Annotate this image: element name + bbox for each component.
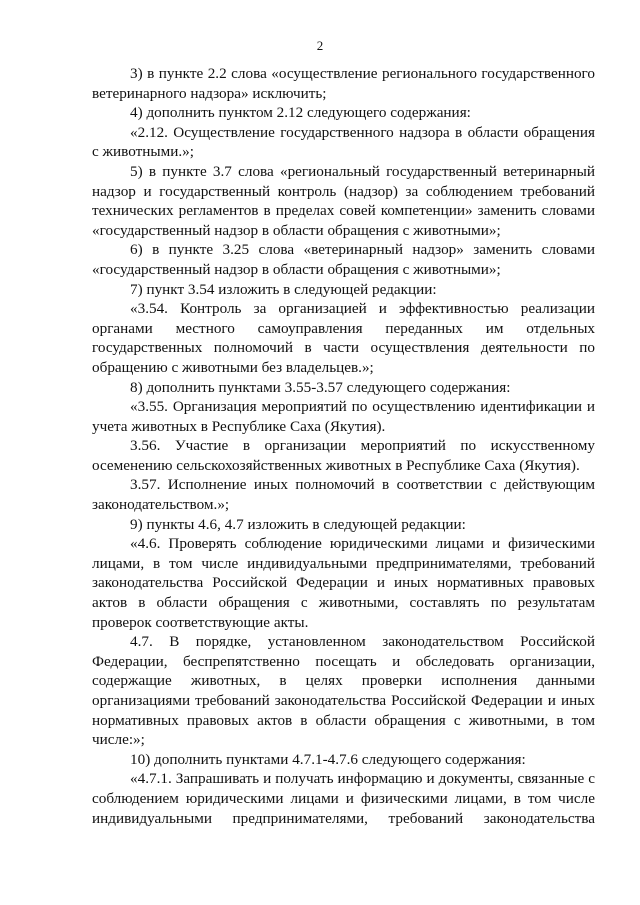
clause-3-54: «3.54. Контроль за организацией и эффективностью реализации органами местного самоуправления переданных им отдельных государственных полномочий в части осуществления деятельности по обращению с животными без владельцев.»; [92, 300, 595, 376]
amendment-item-4: 4) дополнить пунктом 2.12 следующего содержания: [130, 104, 471, 122]
clause-3-57: 3.57. Исполнение иных полномочий в соответствии с действующим законодательством.»; [92, 476, 595, 514]
amendment-item-8: 8) дополнить пунктами 3.55-3.57 следующего содержания: [130, 378, 511, 396]
clause-2-12: «2.12. Осуществление государственного надзора в области обращения с животными.»; [92, 123, 595, 161]
page-number: 2 [316, 38, 324, 53]
amendment-item-5: 5) в пункте 3.7 слова «региональный государственный ветеринарный надзор и государственный контроль (надзор) за соблюдением требований технических регламентов в пределах совей компетенции» заменить словами «государственный надзор в области обращения с животными»; [92, 162, 595, 239]
document-body [92, 64, 595, 828]
clause-4-6: «4.6. Проверять соблюдение юридическими лицами и физическими лицами, в том числе индивидуальными предпринимателями, требований законодательства Российской Федерации и иных нормативных правовых актов в области обращения с животными, составлять по результатам проверок соответствующие акты. [92, 535, 595, 631]
amendment-item-7: 7) пункт 3.54 изложить в следующей редакции: [130, 280, 437, 298]
clause-4-7-1: «4.7.1. Запрашивать и получать информацию и документы, связанные с соблюдением юридическими лицами и физическими лицами, в том числе индивидуальными предпринимателями, требований законодательства [92, 770, 595, 827]
amendment-item-10: 10) дополнить пунктами 4.7.1-4.7.6 следующего содержания: [130, 750, 526, 768]
amendment-item-6: 6) в пункте 3.25 слова «ветеринарный надзор» заменить словами «государственный надзор в области обращения с животными»; [92, 241, 595, 278]
amendment-item-9: 9) пункты 4.6, 4.7 изложить в следующей редакции: [130, 515, 466, 533]
clause-4-7: 4.7. В порядке, установленном законодательством Российской Федерации, беспрепятственно посещать и обследовать организации, содержащие животных, в целях проверки исполнения данными организациями требований законодательства Российской Федерации и иных нормативных правовых актов в области обращения с животными, в том числе:»; [92, 633, 595, 749]
clause-3-55: «3.55. Организация мероприятий по осуществлению идентификации и учета животных в Республике Саха (Якутия). [92, 398, 595, 435]
clause-3-56: 3.56. Участие в организации мероприятий по искусственному осеменению сельскохозяйственных животных в Республике Саха (Якутия). [92, 437, 595, 474]
amendment-item-3: 3) в пункте 2.2 слова «осуществление регионального государственного ветеринарного надзора» исключить; [92, 65, 595, 102]
